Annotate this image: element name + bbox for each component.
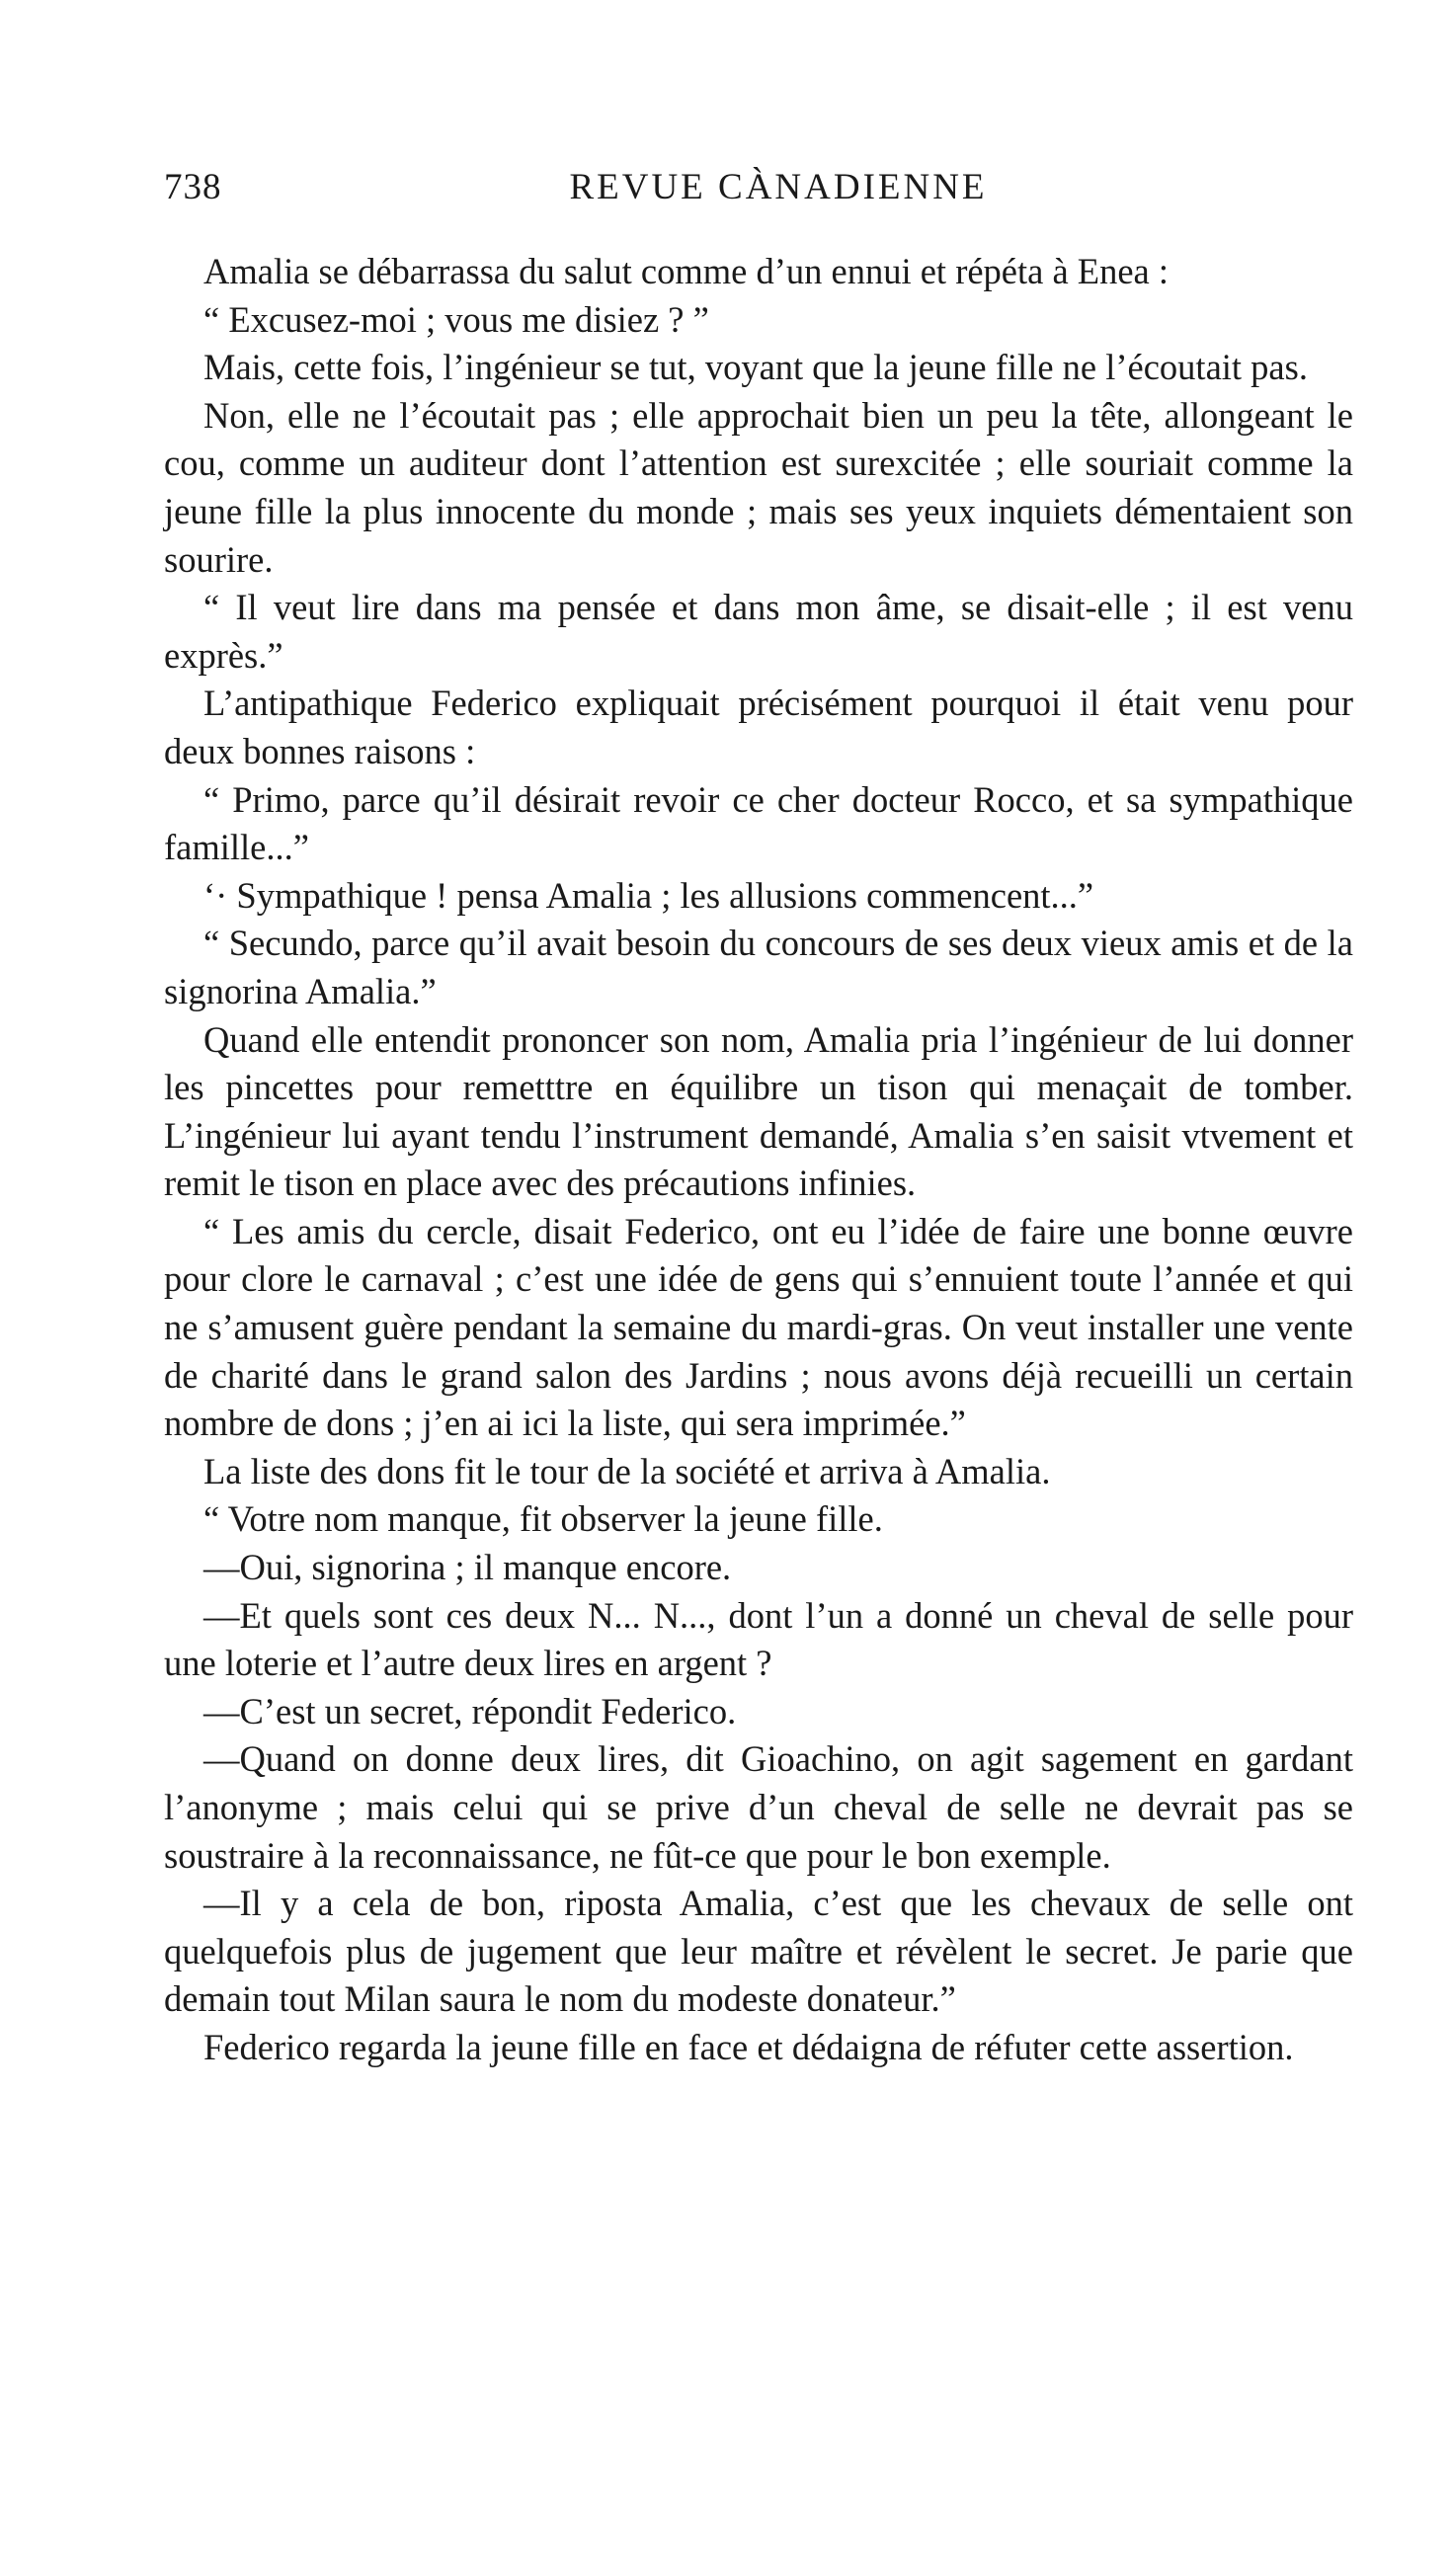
paragraph: Mais, cette fois, l’ingénieur se tut, voyant que la jeune fille ne l’écoutait pas. — [203, 347, 1308, 388]
paragraph: —Il y a cela de bon, riposta Amalia, c’est que les chevaux de selle ont quelquefois plus de jugement que leur maître et révèlent le secret. Je parie que demain tout Milan saura le nom du modeste donateur.” — [164, 1883, 1353, 2020]
paragraph: —Oui, signorina ; il manque encore. — [203, 1547, 732, 1588]
paragraph: “ Secundo, parce qu’il avait besoin du concours de ses deux vieux amis et de la signorina Amalia.” — [164, 923, 1353, 1011]
paragraph: Amalia se débarrassa du salut comme d’un ennui et répéta à Enea : — [203, 251, 1169, 291]
paragraph: L’antipathique Federico expliquait précisément pourquoi il était venu pour deux bonnes raisons : — [164, 683, 1353, 771]
journal-title: REVUE CÀNADIENNE — [569, 167, 988, 207]
paragraph: Non, elle ne l’écoutait pas ; elle approchait bien un peu la tête, allongeant le cou, comme un auditeur dont l’attention est surexcitée ; elle souriait comme la jeune fille la plus innocente du monde ; mais ses yeux inquiets démentaient son sourire. — [164, 394, 1353, 580]
paragraph: Federico regarda la jeune fille en face et dédaigna de réfuter cette assertion. — [203, 2026, 1294, 2067]
paragraph: Quand elle entendit prononcer son nom, Amalia pria l’ingénieur de lui donner les pincettes pour remetttre en équilibre un tison qui menaçait de tomber. L’ingénieur lui ayant tendu l’instrument demandé, Amalia s’en saisit vtvement et remit le tison en place avec des précautions infinies. — [164, 1018, 1353, 1204]
paragraph: ‘· Sympathique ! pensa Amalia ; les allusions commencent...” — [203, 874, 1094, 916]
paragraph: La liste des dons fit le tour de la société et arriva à Amalia. — [203, 1450, 1051, 1491]
paragraph: —C’est un secret, répondit Federico. — [203, 1690, 737, 1731]
paragraph: “ Votre nom manque, fit observer la jeune fille. — [203, 1498, 883, 1540]
text-body — [164, 248, 1353, 2072]
paragraph: —Quand on donne deux lires, dit Gioachino, on agit sagement en gardant l’anonyme ; mais celui qui se prive d’un cheval de selle ne devrait pas se soustraire à la reconnaissance, ne fût-ce que pour le bon exemple. — [164, 1738, 1353, 1876]
paragraph: “ Il veut lire dans ma pensée et dans mon âme, se disait-elle ; il est venu exprès.” — [164, 587, 1353, 676]
running-head — [164, 166, 1353, 215]
paragraph: “ Les amis du cercle, disait Federico, ont eu l’idée de faire une bonne œuvre pour clore le carnaval ; c’est une idée de gens qui s’ennuient toute l’année et qui ne s’amusent guère pendant la semaine du mardi-gras. On veut installer une vente de charité dans le grand salon des Jardins ; nous avons déjà recueilli un certain nombre de dons ; j’en ai ici la liste, qui sera imprimée.” — [164, 1210, 1353, 1444]
paragraph: “ Primo, parce qu’il désirait revoir ce cher docteur Rocco, et sa sympathique famille...” — [164, 778, 1353, 868]
paragraph: —Et quels sont ces deux N... N..., dont l’un a donné un cheval de selle pour une loterie et l’autre deux lires en argent ? — [164, 1594, 1353, 1684]
paragraph: “ Excusez-moi ; vous me disiez ? ” — [203, 298, 709, 340]
page-number: 738 — [164, 167, 222, 207]
